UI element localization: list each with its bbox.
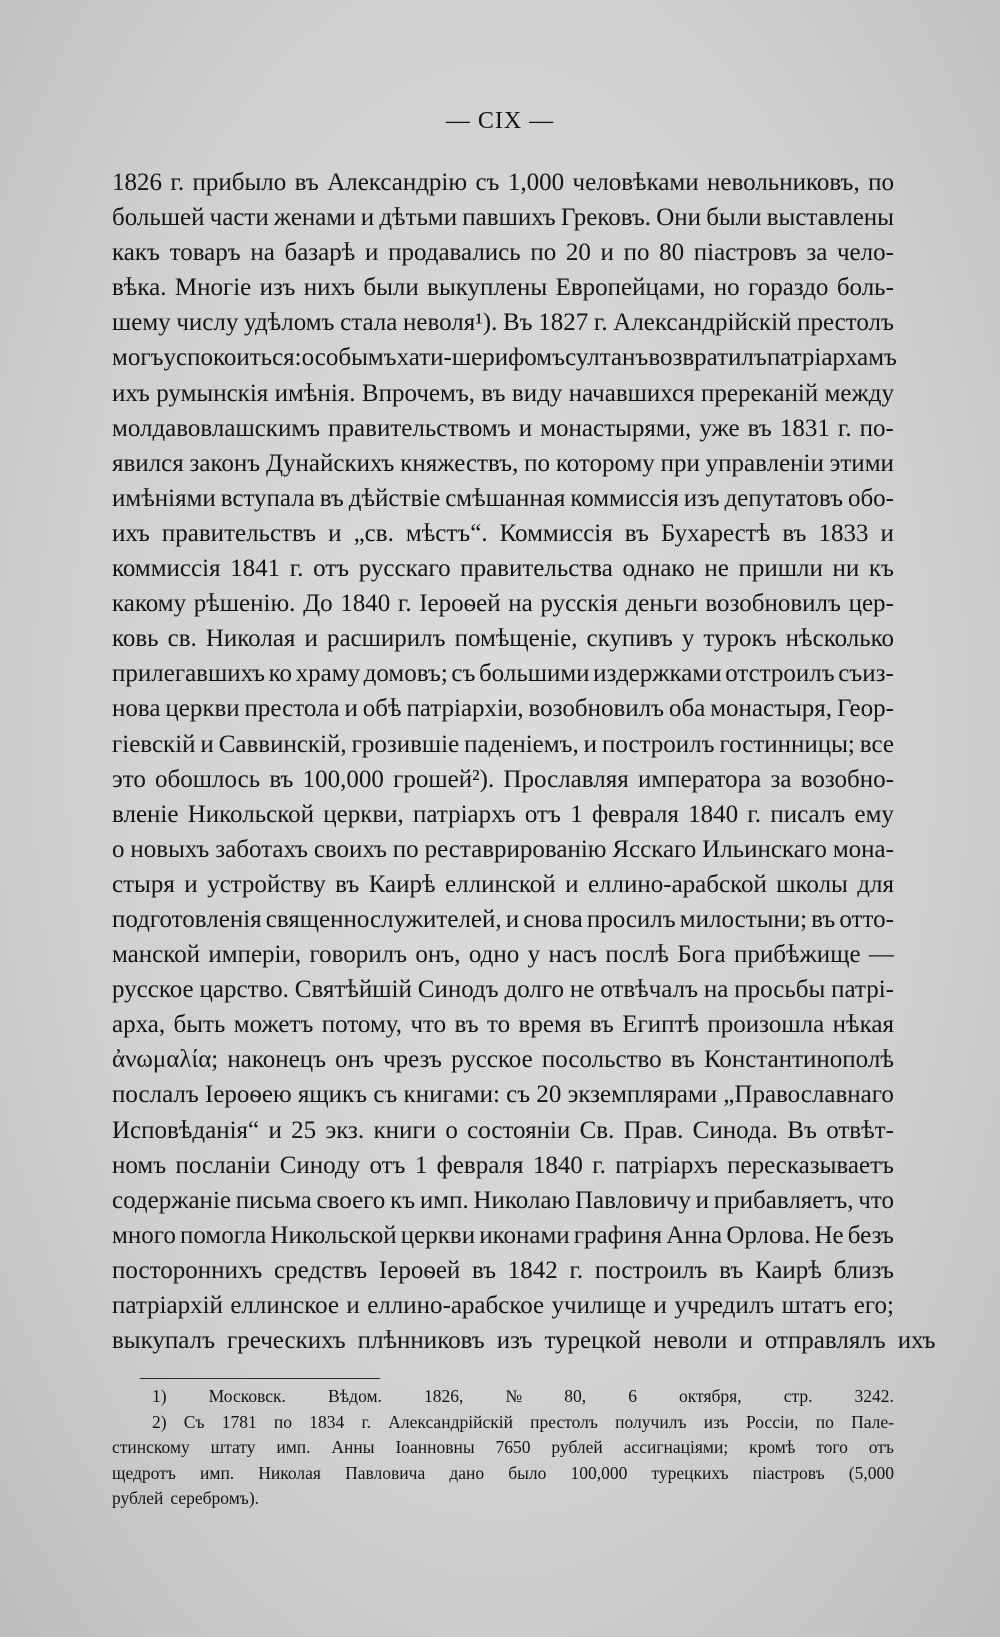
text-line: содержаніе письма своего къ имп. Николаю Павловичу и прибавляетъ, что [112, 1186, 894, 1214]
text-line: патріархій еллинское и еллино-арабское училище и учредилъ штатъ его; [112, 1292, 894, 1319]
text-line: стыря и устройству въ Каирѣ еллинской и еллино-арабской школы для [112, 870, 894, 898]
text-line: ихъ румынскія имѣнія. Впрочемъ, въ виду начавшихся пререканій между [112, 379, 894, 407]
text-line: ихъ правительствъ и „св. мѣстъ“. Коммиссія въ Бухарестѣ въ 1833 и [112, 519, 894, 547]
text-line: много помогла Никольской церкви иконами графиня Анна Орлова. Не безъ [112, 1221, 894, 1249]
text-line: Исповѣданія“ и 25 экз. книги о состояніи Св. Прав. Синода. Въ отвѣт- [112, 1116, 894, 1144]
text-line: выкупалъ греческихъ плѣнниковъ изъ турецкой неволи и отправлялъ ихъ [112, 1327, 936, 1355]
footnote-line: стинскому штату имп. Анны Іоанновны 7650 рублей ассигнаціями; кромѣ того отъ [112, 1437, 894, 1458]
text-line: постороннихъ средствъ Іероѳей въ 1842 г. построилъ въ Каирѣ близъ [112, 1256, 894, 1284]
footnote-divider [140, 1378, 380, 1379]
text-line: гіевскій и Саввинскій, грозившіе паденіемъ, и построилъ гостинницы; все [112, 730, 894, 758]
text-line: ἀνωμαλία; наконецъ онъ чрезъ русское посольство въ Константинополѣ [112, 1046, 894, 1074]
footnote-line: 2) Съ 1781 по 1834 г. Александрійскій престолъ получилъ изъ Россіи, по Пале- [152, 1411, 894, 1432]
page-header-roman-numeral: — CIX — [445, 108, 555, 134]
text-line: русское царство. Святѣйшій Синодъ долго не отвѣчалъ на просьбы патрі- [112, 976, 894, 1004]
text-line: какому рѣшенію. До 1840 г. Іероѳей на русскія деньги возобновилъ цер- [112, 590, 894, 618]
text-line: 1826 г. прибыло въ Александрію съ 1,000 человѣками невольниковъ, по [112, 169, 894, 196]
text-line: подготовленія священнослужителей, и снова просилъ милостыни; въ отто- [112, 905, 894, 933]
footnote-line: рублей серебромъ). [112, 1488, 260, 1509]
text-line: нова церкви престола и обѣ патріархіи, возобновилъ оба монастыря, Геор- [112, 695, 894, 723]
text-line: явился законъ Дунайскихъ княжествъ, по которому при управленіи этими [112, 449, 894, 477]
footnotes [112, 1384, 894, 1512]
text-line: могъ успокоиться: особымъ хати-шерифомъ султанъ возвратилъ патріархамъ [112, 344, 897, 372]
text-line: о новыхъ заботахъ своихъ по реставрированію Ясскаго Ильинскаго мона- [112, 835, 894, 863]
text-line: вленіе Никольской церкви, патріархъ отъ 1 февраля 1840 г. писалъ ему [112, 800, 894, 828]
main-text [112, 165, 936, 1358]
text-line: имѣніями вступала въ дѣйствіе смѣшанная коммиссія изъ депутатовъ обо- [112, 484, 894, 512]
text-line: номъ посланіи Синоду отъ 1 февраля 1840 г. патріархъ пересказываетъ [112, 1151, 894, 1179]
text-line: большей части женами и дѣтьми павшихъ Грековъ. Они были выставлены [112, 204, 894, 232]
text-line: вѣка. Многіе изъ нихъ были выкуплены Европейцами, но гораздо боль- [112, 274, 894, 302]
text-line: шему числу удѣломъ стала неволя¹). Въ 1827 г. Александрійскій престолъ [112, 309, 894, 337]
text-line: молдавовлашскимъ правительствомъ и монастырями, уже въ 1831 г. по- [112, 414, 894, 442]
text-line: коммиссія 1841 г. отъ русскаго правительства однако не пришли ни къ [112, 555, 894, 583]
footnote-line: 1) Московск. Вѣдом. 1826, № 80, 6 октября, стр. 3242. [152, 1386, 894, 1406]
text-line: прилегавшихъ ко храму домовъ; съ большими издержками отстроилъ съиз- [112, 660, 894, 688]
text-line: это обошлось въ 100,000 грошей²). Прославляя императора за возобно- [112, 765, 894, 793]
text-line: какъ товаръ на базарѣ и продавались по 20 и по 80 піастровъ за чело- [112, 239, 894, 267]
footnote-line: щедротъ имп. Николая Павловича дано было 100,000 турецкихъ піастровъ (5,000 [112, 1462, 894, 1483]
text-line: манской имперіи, говорилъ онъ, одно у насъ послѣ Бога прибѣжище — [112, 941, 894, 969]
text-line: арха, быть можетъ потому, что въ то время въ Египтѣ произошла нѣкая [112, 1011, 894, 1039]
text-line: ковь св. Николая и расширилъ помѣщеніе, скупивъ у турокъ нѣсколько [112, 625, 894, 653]
text-line: послалъ Іероѳею ящикъ съ книгами: съ 20 экземплярами „Православнаго [112, 1081, 894, 1109]
